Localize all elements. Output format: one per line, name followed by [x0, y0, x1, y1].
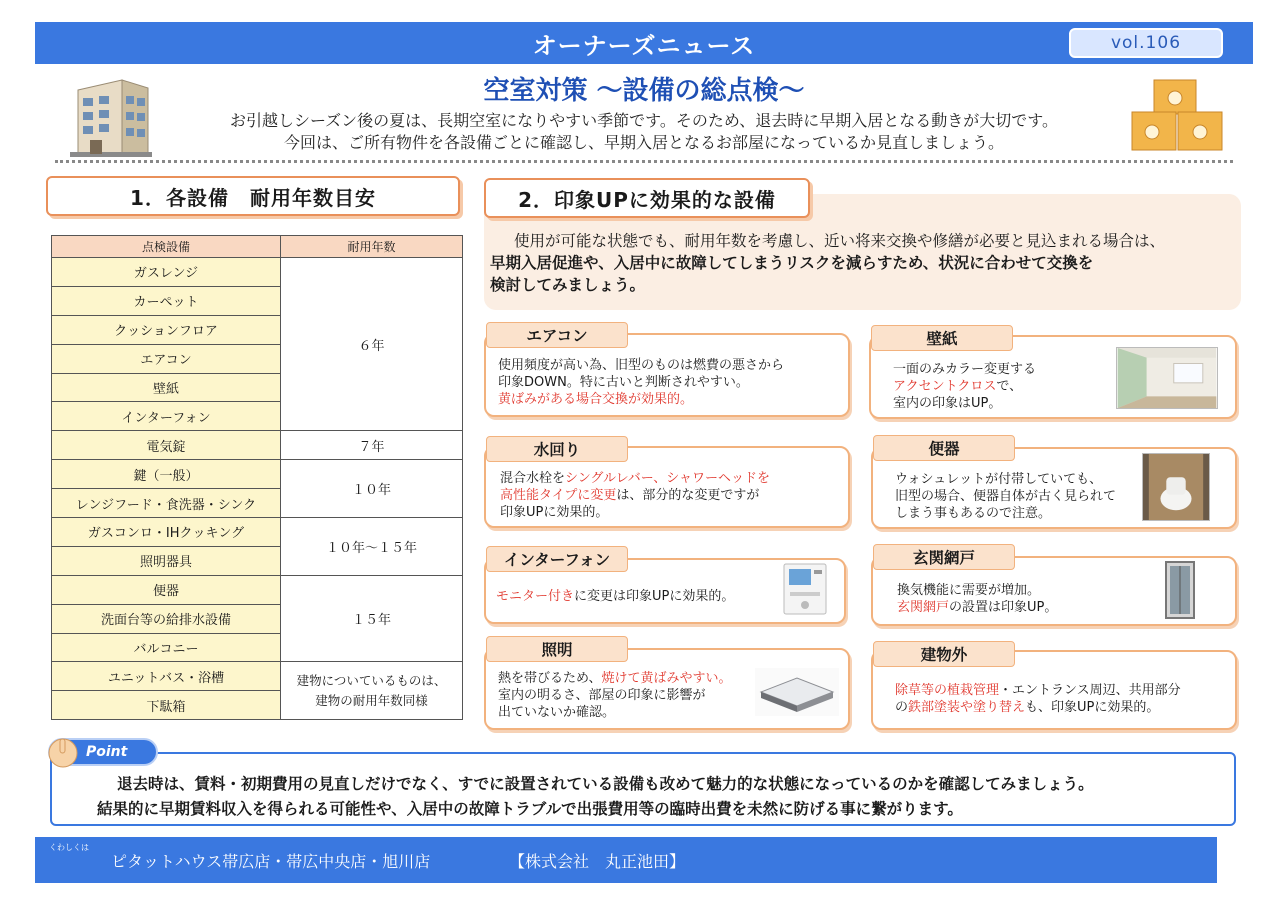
card-text [893, 378, 1036, 395]
years-cell: ６年 [281, 258, 463, 431]
equipment-cell: カーペット [52, 286, 281, 315]
accent-wall-room-photo [1116, 347, 1218, 409]
footer-note: くわしくは [49, 843, 89, 852]
page-title: 空室対策 ～設備の総点検～ [483, 76, 805, 106]
card-text: 使用頻度が高い為、旧型のものは燃費の悪さから [498, 358, 785, 373]
equipment-cell: 下駄箱 [52, 691, 281, 720]
point-box [50, 752, 1236, 826]
card-text: 出ていないか確認。 [498, 705, 616, 720]
card-text: 室内の印象はUP。 [893, 396, 1002, 411]
intro-text [160, 110, 1128, 154]
intercom-photo [780, 562, 830, 616]
point-badge: Point [48, 738, 158, 766]
table-row [52, 258, 463, 287]
card-tag-intercom: インターフォン [486, 546, 628, 572]
card-text: で、 [996, 379, 1023, 394]
card-text: 室内の明るさ、部屋の印象に影響が [498, 688, 706, 703]
footer-company: 【株式会社 丸正池田】 [509, 852, 686, 871]
card-text: の設置は印象UP。 [949, 600, 1058, 615]
card-text [498, 670, 732, 687]
card-text: ・エントランス周辺、共用部分 [999, 683, 1181, 698]
footer-stores: ピタットハウス帯広店・帯広中央店・旭川店 [111, 852, 431, 871]
card-highlight: シングルレバー、シャワーヘッドを [565, 471, 771, 486]
card-tag-lighting: 照明 [486, 636, 628, 662]
equipment-cell: エアコン [52, 344, 281, 373]
card-text: 混合水栓を [500, 471, 566, 486]
card-tag-water: 水回り [486, 436, 628, 462]
table-header-row [52, 236, 463, 258]
intro-line: 今回は、ご所有物件を各設備ごとに確認し、早期入居となるお部屋になっているか見直しましょう。 [283, 133, 1004, 152]
card-text: 熱を帯びるため、 [498, 671, 602, 686]
table-row [52, 575, 463, 604]
column-header: 耐用年数 [281, 236, 463, 258]
column-header: 点検設備 [52, 236, 281, 258]
years-cell [281, 662, 463, 720]
divider [55, 160, 1233, 163]
card-highlight: モニター付き [496, 589, 575, 604]
footer-bar [35, 837, 1217, 883]
newsletter-title: オーナーズニュース [532, 31, 756, 60]
card-text: ウォシュレットが付帯していても、 [895, 472, 1103, 487]
equipment-cell: ユニットバス・浴槽 [52, 662, 281, 691]
table-row [52, 662, 463, 691]
years-cell: １５年 [281, 575, 463, 662]
point-line: 退去時は、賃料・初期費用の見直しだけでなく、すでに設置されている設備も改めて魅力的な状態になっているのかを確認してみましょう。 [117, 775, 1094, 793]
equipment-cell: ガスレンジ [52, 258, 281, 287]
card-highlight: 鉄部塗装や塗り替え [908, 700, 1026, 715]
card-tag-wallpaper: 壁紙 [871, 325, 1013, 351]
ceiling-light-photo [755, 668, 839, 716]
card-tag-toilet: 便器 [873, 435, 1015, 461]
card-text: 印象UPに効果的。 [500, 505, 609, 520]
equipment-cell: 照明器具 [52, 546, 281, 575]
table-row [52, 431, 463, 460]
card-text: も、印象UPに効果的。 [1025, 700, 1160, 715]
equipment-cell: インターフォン [52, 402, 281, 431]
card-text: に変更は印象UPに効果的。 [574, 589, 735, 604]
card-text [500, 470, 770, 487]
header-bar [35, 22, 1253, 64]
card-highlight: 焼けて黄ばみやすい。 [601, 671, 732, 686]
card-text: の [895, 700, 909, 715]
building-note-line: 建物についているものは、 [296, 672, 447, 688]
table-row [52, 518, 463, 547]
section2-intro-bold: 早期入居促進や、入居中に故障してしまうリスクを減らすため、状況に合わせて交換を [490, 254, 1094, 272]
table-row [52, 460, 463, 489]
building-note-line: 建物の耐用年数同様 [315, 692, 428, 708]
section2-intro-text: 使用が可能な状態でも、耐用年数を考慮し、近い将来交換や修繕が必要と見込まれる場合は、 [514, 232, 1166, 250]
card-text: 黄ばみがある場合交換が効果的。 [498, 392, 694, 407]
pointing-hand-icon [48, 736, 78, 770]
card-text: 換気機能に需要が増加。 [897, 583, 1041, 598]
card-tag-aircon: エアコン [486, 322, 628, 348]
years-cell: ７年 [281, 431, 463, 460]
card-highlight: アクセントクロス [893, 379, 997, 394]
card-text [895, 682, 1181, 699]
card-text: しまう事もあるので注意。 [895, 506, 1052, 521]
moving-boxes-icon [1128, 76, 1228, 156]
equipment-cell: レンジフード・食洗器・シンク [52, 489, 281, 518]
card-text: は、部分的な変更ですが [616, 488, 760, 503]
equipment-cell: 便器 [52, 575, 281, 604]
card-highlight: 除草等の植栽管理 [895, 683, 1000, 698]
equipment-cell: バルコニー [52, 633, 281, 662]
card-tag-exterior: 建物外 [873, 641, 1015, 667]
volume-badge: vol.106 [1069, 28, 1223, 58]
lifespan-table [51, 235, 463, 720]
equipment-cell: 電気錠 [52, 431, 281, 460]
years-cell: １０年 [281, 460, 463, 518]
section2-intro-bold: 検討してみましょう。 [490, 276, 646, 294]
equipment-cell: ガスコンロ・IHクッキング [52, 518, 281, 547]
intro-line: お引越しシーズン後の夏は、長期空室になりやすい季節です。そのため、退去時に早期入居となる動きが大切です。 [229, 111, 1058, 130]
card-text [897, 599, 1057, 616]
years-cell: １０年～１５年 [281, 518, 463, 576]
screen-door-photo [1164, 561, 1196, 619]
equipment-cell: 鍵（一般） [52, 460, 281, 489]
point-line: 結果的に早期賃料収入を得られる可能性や、入居中の故障トラブルで出張費用等の臨時出費を未然に防げる事に繋がります。 [97, 800, 963, 818]
card-text: 印象DOWN。特に古いと判断されやすい。 [498, 375, 749, 390]
card-text [500, 487, 770, 504]
card-highlight: 玄関網戸 [897, 600, 950, 615]
card-text [895, 699, 1181, 716]
card-highlight: 高性能タイプに変更 [500, 488, 617, 503]
equipment-cell: 洗面台等の給排水設備 [52, 604, 281, 633]
section2-title: 2．印象UPに効果的な設備 [484, 178, 810, 218]
card-text: 旧型の場合、便器自体が古く見られて [895, 489, 1117, 504]
equipment-cell: クッションフロア [52, 315, 281, 344]
card-tag-screen-door: 玄関網戸 [873, 544, 1015, 570]
equipment-cell: 壁紙 [52, 373, 281, 402]
toilet-photo [1142, 453, 1210, 521]
card-text: 一面のみカラー変更する [893, 362, 1037, 377]
section1-title: 1．各設備 耐用年数目安 [46, 176, 460, 216]
